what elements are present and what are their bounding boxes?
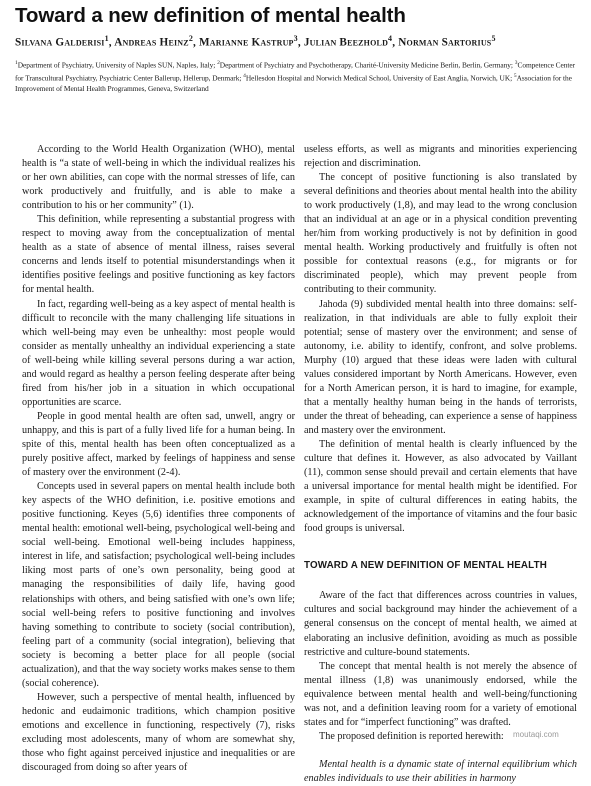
affiliation-text: Association for the Improvement of Mental Health Programmes, Geneva, Switzerland [15,73,572,93]
author-name: Norman Sartorius [398,36,492,49]
section-heading: TOWARD A NEW DEFINITION OF MENTAL HEALTH [304,560,547,572]
body-paragraph: Aware of the fact that differences across countries in values, cultures and social background may hinder the achievement of a general consensus on the concept of mental health, we aimed at elaborating an inclusive definition, avoiding as much as possible restrictive and culture-bound statements. [304,590,577,658]
body-paragraph: According to the World Health Organization (WHO), mental health is “a state of well-being in which the individual realizes his or her own abilities, can cope with the normal stresses of life, can work productively and fruitfully, and is able to make a contribution to his or her community” (1). [22,144,295,212]
body-paragraph: The concept that mental health is not merely the absence of mental illness (1,8) was unanimously endorsed, while the equivalence between mental health and well-being/functioning was not, and a definition leaving room for a variety of emotional states and for “imperfect functioning” was drafted. [304,660,577,728]
author-separator: , [108,36,115,49]
body-paragraph: However, such a perspective of mental health, influenced by hedonic and eudaimonic traditions, which champion positive emotions and excellence in functioning, respectively (7), risks excluding most adolescents, many of whom are somewhat shy, those who fight against perceived injustice and inequalities or are discouraged from doing so after years of [22,691,295,774]
author-affiliation-mark: 1 [104,34,109,43]
affiliation-mark: 5 [513,72,517,79]
author-name: Marianne Kastrup [199,36,294,49]
body-paragraph: useless efforts, as well as migrants and minorities experiencing rejection and discrimination. [304,144,577,170]
body-paragraph: This definition, while representing a substantial progress with respect to moving away from the conceptualization of mental health as a state of absence of mental illness, raises several concerns and lends itself to potential misunderstandings when it identifies positive feelings and positive functioning as key factors for mental health. [22,214,295,296]
article-title: Toward a new definition of mental health [15,4,406,27]
definition-quote: Mental health is a dynamic state of internal equilibrium which enables individuals to use their abilities in harmony [304,758,577,784]
affiliation-mark: 1 [15,60,18,66]
affiliation-text: Hellesdon Hospital and Norwich Medical School, University of East Anglia, Norwich, UK; [245,73,514,83]
author-separator: , [193,36,200,49]
body-paragraph: The definition of mental health is clearly influenced by the culture that defines it. However, as also advocated by Vaillant (11), common sense should prevail and certain elements that have a universal importance for mental health might be identified. For example, in spite of cultural differences in eating habits, the acknowledgement of the importance of vitamins and the four basic food groups is universal. [304,438,577,535]
author-separator: , [297,36,304,49]
affiliation-text: Department of Psychiatry and Psychotherapy, Charité-University Medicine Berlin, Berlin, Germany; [219,60,515,70]
author-affiliation-mark: 5 [491,34,496,43]
author-name: Julian Beezhold [303,36,389,49]
affiliation-text: Competence Center for Transcultural Psychiatry, Psychiatric Center Ballerup, Hellerup, Denmark; [15,60,576,83]
author-affiliation-mark: 4 [388,34,393,43]
author-list [15,34,496,49]
author-name: Andreas Heinz [114,36,189,49]
affiliation-mark: 4 [243,72,246,79]
body-paragraph: Jahoda (9) subdivided mental health into three domains: self-realization, in that individuals are able to fully exploit their potential; sense of mastery over the environment; and sense of autonomy, i.e. ability to identify, confront, and solve problems. Murphy (10) argued that these ideas were laden with cultural values considered important by North Americans. However, even for a North American person, it is hard to imagine, for example, that a mentally healthy human being in the hands of terrorists, under the threat of beheading, can experience a sense of happiness and mastery over the environment. [304,298,577,436]
watermark: moutaqi.com [513,730,559,739]
author-name: Silvana Galderisi [15,36,105,49]
body-paragraph: Concepts used in several papers on mental health include both key aspects of the WHO definition, i.e. positive emotions and positive functioning. Keyes (5,6) identifies three components of mental health: emotional well-being, psychological well-being and social well-being. Emotional well-being includes happiness, interest in life, and satisfaction; psychological well-being includes liking most parts of one’s own personality, being good at managing the responsibilities of daily life, having good relationships with others, and being satisfied with one’s own life; social well-being refers to positive functioning and involves having something to contribute to society (social contribution), feeling part of a community (social integration), believing that society is becoming a better place for all people (social actualization), and that the way society works makes sense to them (social coherence). [22,481,295,689]
body-paragraph: The proposed definition is reported herewith: [319,730,504,742]
right-column [304,143,577,786]
body-paragraph: In fact, regarding well-being as a key aspect of mental health is difficult to reconcile with the many challenging life situations in which well-being may even be unhealthy: most people would consider as mentally unhealthy an individual experiencing a state of well-being while killing several persons during a war action, and would regard as healthy a person feeling desperate after being fired from his/her job in a situation in which occupational opportunities are scarce. [22,298,295,408]
body-paragraph: The concept of positive functioning is also translated by several definitions and theories about mental health into the ability to work productively (1,8), and may lead to the wrong conclusion that an individual at an age or in a physical condition preventing her/him from working productively is not by definition in good mental health. Working productively and fruitfully is often not possible for contextual reasons (e.g., for migrants or for discriminated people), which may prevent people from contributing to their community. [304,172,577,296]
author-affiliation-mark: 2 [188,34,194,43]
affiliations [15,58,585,94]
body-paragraph: People in good mental health are often sad, unwell, angry or unhappy, and this is part of a fully lived life for a human being. In spite of this, mental health has been often conceptualized as a purely positive affect, marked by feelings of happiness and sense of mastery over the environment (2-4). [22,410,295,479]
author-affiliation-mark: 3 [293,34,298,43]
left-column [22,143,295,775]
affiliation-mark: 2 [217,60,220,66]
affiliation-mark: 3 [514,60,518,66]
affiliation-text: Department of Psychiatry, University of Naples SUN, Naples, Italy; [17,60,218,70]
author-separator: , [392,36,399,49]
